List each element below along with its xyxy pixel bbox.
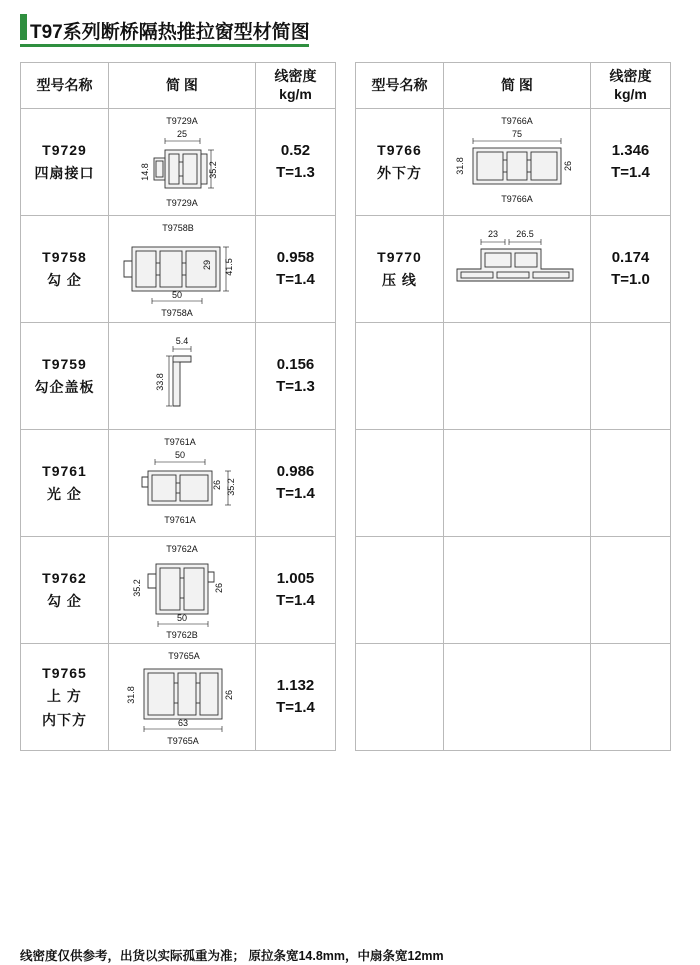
title-text: T97系列断桥隔热推拉窗型材简图	[30, 22, 310, 43]
dim-50: 50	[174, 450, 185, 460]
dim-5-4: 5.4	[175, 336, 188, 346]
profile-figure	[444, 323, 591, 430]
page-title	[20, 14, 310, 42]
thickness-value: T=1.4	[276, 699, 315, 716]
row-density-cell	[256, 216, 336, 323]
table-row	[21, 216, 336, 323]
density-value: 0.986	[276, 462, 315, 480]
figure-top-label: T9766A	[500, 116, 533, 126]
row-density-cell	[256, 430, 336, 537]
row-name-cell	[356, 430, 444, 537]
profile-figure	[444, 109, 591, 216]
table-row	[21, 430, 336, 537]
header-density	[256, 63, 336, 109]
density-value: 0.156	[276, 355, 315, 373]
dim-14-8: 14.8	[139, 163, 150, 181]
header-figure: 简 图	[444, 63, 591, 109]
row-name-cell	[356, 109, 444, 216]
table-row	[356, 430, 671, 537]
dim-26: 26	[562, 160, 573, 172]
row-name-cell	[21, 216, 109, 323]
profile-desc: 压 线	[382, 272, 417, 288]
left-profile-table	[20, 62, 336, 751]
row-density-cell	[591, 430, 671, 537]
header-figure: 简 图	[109, 63, 256, 109]
figure-bottom-label: T9766A	[500, 194, 533, 204]
profile-figure	[109, 216, 256, 323]
dim-26: 26	[213, 582, 224, 594]
table-header-row	[21, 63, 336, 109]
profile-desc-line2: 内下方	[42, 711, 87, 728]
footnote: 线密度仅供参考，出货以实际孤重为准； 原拉条宽14.8mm，中扇条宽12mm	[20, 949, 444, 963]
thickness-value: T=1.3	[276, 164, 315, 181]
row-density-cell	[591, 644, 671, 751]
profile-code: T9762	[42, 569, 87, 586]
dim-35-2: 35.2	[207, 161, 218, 179]
figure-top-label: T9761A	[163, 437, 196, 447]
row-name-cell	[21, 644, 109, 751]
profile-desc: 光 企	[47, 486, 82, 502]
profile-desc: 勾企盖板	[34, 379, 95, 395]
table-row	[356, 644, 671, 751]
profile-figure	[444, 430, 591, 537]
row-density-cell	[256, 109, 336, 216]
profile-desc: 勾 企	[47, 272, 82, 288]
density-value: 0.52	[280, 141, 311, 159]
table-row	[21, 644, 336, 751]
table-row	[21, 323, 336, 430]
row-density-cell	[256, 537, 336, 644]
row-name-cell	[356, 644, 444, 751]
figure-bottom-label: T9729A	[165, 198, 198, 208]
header-density-unit: kg/m	[279, 85, 312, 102]
dim-25: 25	[176, 129, 187, 139]
dim-75: 75	[511, 129, 522, 139]
profile-desc: 外下方	[377, 165, 422, 181]
profile-figure	[109, 109, 256, 216]
dim-26: 26	[211, 479, 222, 491]
figure-bottom-label: T9765A	[166, 736, 199, 746]
thickness-value: T=1.4	[276, 592, 315, 609]
dim-63: 63	[177, 718, 188, 728]
profile-code: T9770	[377, 248, 422, 265]
header-density-line1: 线密度	[609, 68, 652, 84]
table-header-row	[356, 63, 671, 109]
header-name: 型号名称	[356, 63, 444, 109]
dim-35-2: 35.2	[131, 579, 142, 597]
thickness-value: T=1.4	[276, 271, 315, 288]
row-name-cell	[21, 537, 109, 644]
figure-top-label: T9762A	[165, 544, 198, 554]
row-density-cell	[591, 216, 671, 323]
table-row	[356, 537, 671, 644]
profile-desc: 四扇接口	[34, 165, 95, 181]
profile-code: T9765	[42, 665, 87, 682]
table-row	[356, 109, 671, 216]
header-name: 型号名称	[21, 63, 109, 109]
dim-23: 23	[487, 229, 498, 239]
profile-figure	[109, 323, 256, 430]
row-name-cell	[21, 323, 109, 430]
title-accent-bar	[20, 14, 27, 40]
thickness-value: T=1.4	[276, 485, 315, 502]
dim-35-2: 35.2	[225, 478, 236, 496]
thickness-value: T=1.3	[276, 378, 315, 395]
row-density-cell	[591, 323, 671, 430]
table-row	[21, 537, 336, 644]
profile-code: T9759	[42, 355, 87, 372]
density-value: 1.005	[276, 569, 315, 587]
profile-desc: 勾 企	[47, 593, 82, 609]
dim-50: 50	[171, 290, 182, 300]
row-name-cell	[21, 109, 109, 216]
row-density-cell	[591, 537, 671, 644]
header-density	[591, 63, 671, 109]
thickness-value: T=1.0	[611, 271, 650, 288]
density-value: 1.346	[611, 141, 650, 159]
table-row	[356, 216, 671, 323]
row-density-cell	[256, 323, 336, 430]
row-density-cell	[256, 644, 336, 751]
density-value: 0.958	[276, 248, 315, 266]
dim-31-8: 31.8	[125, 686, 136, 704]
profile-desc-line1: 上 方	[47, 688, 82, 705]
profile-code: T9766	[377, 141, 422, 158]
figure-top-label: T9758B	[161, 223, 194, 233]
profile-figure	[109, 430, 256, 537]
density-value: 1.132	[276, 676, 315, 694]
figure-bottom-label: T9758A	[160, 308, 193, 318]
row-density-cell	[591, 109, 671, 216]
profile-code: T9761	[42, 462, 87, 479]
thickness-value: T=1.4	[611, 164, 650, 181]
profile-figure	[444, 216, 591, 323]
profile-code: T9729	[42, 141, 87, 158]
profile-figure	[109, 644, 256, 751]
header-density-unit: kg/m	[614, 85, 647, 102]
table-row	[21, 109, 336, 216]
profile-figure	[109, 537, 256, 644]
dim-41-5: 41.5	[223, 258, 234, 276]
density-value: 0.174	[611, 248, 650, 266]
row-name-cell	[21, 430, 109, 537]
table-row	[356, 323, 671, 430]
figure-top-label: T9765A	[167, 651, 200, 661]
figure-bottom-label: T9761A	[163, 515, 196, 525]
figure-bottom-label: T9762B	[165, 630, 198, 640]
row-name-cell	[356, 323, 444, 430]
dim-50: 50	[176, 613, 187, 623]
row-name-cell	[356, 537, 444, 644]
profile-code: T9758	[42, 248, 87, 265]
header-density-line1: 线密度	[274, 68, 317, 84]
profile-figure	[444, 644, 591, 751]
title-underline	[20, 44, 309, 47]
dim-26-5: 26.5	[515, 229, 534, 239]
row-name-cell	[356, 216, 444, 323]
dim-29: 29	[201, 259, 212, 271]
dim-26: 26	[223, 689, 234, 701]
profile-figure	[444, 537, 591, 644]
right-profile-table	[355, 62, 671, 751]
figure-top-label: T9729A	[165, 116, 198, 126]
dim-33-8: 33.8	[154, 373, 165, 391]
dim-31-8: 31.8	[454, 157, 465, 175]
